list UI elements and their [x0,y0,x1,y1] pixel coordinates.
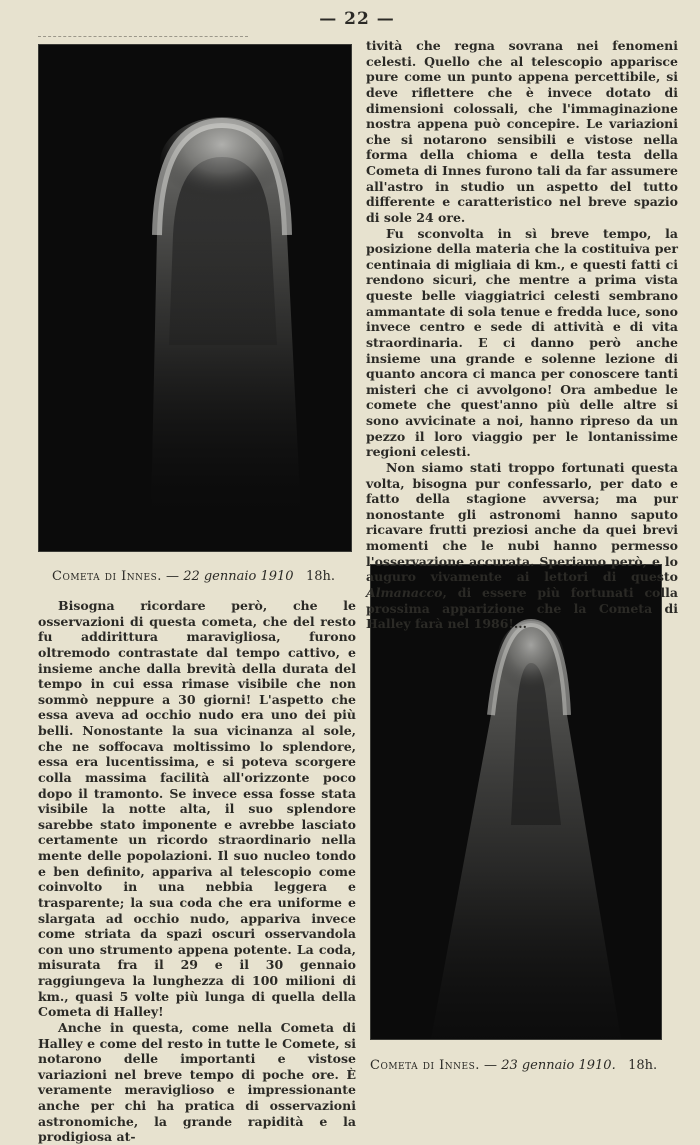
comet-image-23-jan [371,565,661,1039]
paragraph [366,460,678,632]
almanacco-italic: Almanacco [366,584,443,600]
paragraph: Bisogna ricordare però, che le osservazioni di questa cometa, che del resto fu addirittura maravigliosa, furono oltremodo contrastate dal tempo cattivo, e insieme anche dalla brevità della durata del tempo in cui essa rimase visibile che non sommò neppure a 30 giorni! L'aspetto che essa aveva ad occhio nudo era uno dei più belli. Nonostante la sua vicinanza al sole, che ne soffocava moltissimo lo splendore, essa era lucentissima, e si poteva scorgere colla massima facilità all'orizzonte poco dopo il tramonto. Se invece essa fosse stata visibile la notte alta, il suo splendore sarebbe stato imponente e avrebbe lasciato certamente un ricordo straordinario nella mente delle popolazioni. Il suo nucleo tondo e ben definito, appariva al telescopio come coinvolto in una nebbia leggera e trasparente; la sua coda che era uniforme e slargata ad occhio nudo, appariva invece come striata da spazi oscuri osservandola con uno strumento appena potente. La coda, misurata fra il 29 e il 30 gennaio raggiungeva la lunghezza di 100 milioni di km., quasi 5 volte più lunga di quella della Cometa di Halley! [38,598,356,1020]
caption-time: 18h. [305,569,336,584]
figure-caption-1 [52,569,335,584]
comet-photo-1 [38,44,352,552]
left-column-text [38,598,356,1145]
caption-name: Cometa di Innes. [370,1058,480,1073]
paragraph: Anche in questa, come nella Cometa di Halley e come del resto in tutte le Comete, si notarono delle importanti e vistose variazioni nel breve tempo di poche ore. È veramente meraviglioso e impressionante anche per chi ha pratica di osservazioni astronomiche, la grande rapidità e la prodigiosa at- [38,1019,356,1145]
page-number: — 22 — [319,9,395,29]
comet-image-22-jan [39,45,351,551]
comet-photo-2 [370,564,662,1040]
header-rule [38,36,248,37]
paragraph-text: , di essere più fortunati colla prossima apparizione che la Cometa di Halley farà nel 1986!... [366,584,678,632]
caption-separator: — [161,569,184,584]
caption-date: 22 gennaio 1910 [183,569,294,584]
paragraph: Fu sconvolta in sì breve tempo, la posizione della materia che la costituiva per centinaia di migliaia di km., e questi fatti ci rendono sicuri, che mentre a prima vista queste belle viaggiatrici celesti sembrano ammantate di sola tenue e fredda luce, sono invece centro e sede di attività e di vita straordinaria. E ci danno però anche insieme una grande e solenne lezione di quanto ancora ci manca per conoscere tanti misteri che ci avvolgono! Ora ambedue le comete che quest'anno più delle altre si sono avvicinate a noi, hanno ripreso da un pezzo il loro viaggio per le lontanissime regioni celesti. [366,225,678,460]
caption-date: 23 gennaio 1910. [501,1058,616,1073]
caption-time: 18h. [628,1058,658,1073]
figure-caption-2 [370,1058,657,1073]
paragraph: tività che regna sovrana nei fenomeni celesti. Quello che al telescopio apparisce pure come un punto appena percettibile, si deve riflettere che è invece dotato di dimensioni colossali, che l'immaginazione nostra appena può concepire. Le variazioni che si notarono sensibili e vistose nella forma della chioma e della testa della Cometa di Innes furono tali da far assumere all'astro in studio un aspetto del tutto differente e caratteristico nel breve spazio di sole 24 ore. [366,38,678,225]
caption-separator: — [479,1058,502,1073]
right-column-text [366,38,678,632]
paragraph-text: Non siamo stati troppo fortunati questa volta, bisogna pur confessarlo, per dato e fatto della stagione avversa; ma pur nonostante gli astronomi hanno saputo ricavare frutti preziosi anche da quei brevi momenti che le nubi hanno permesso l'osservazione accurata. Speriamo però, e lo auguro vivamente ai lettori di questo [366,459,678,585]
caption-name: Cometa di Innes. [52,569,162,584]
